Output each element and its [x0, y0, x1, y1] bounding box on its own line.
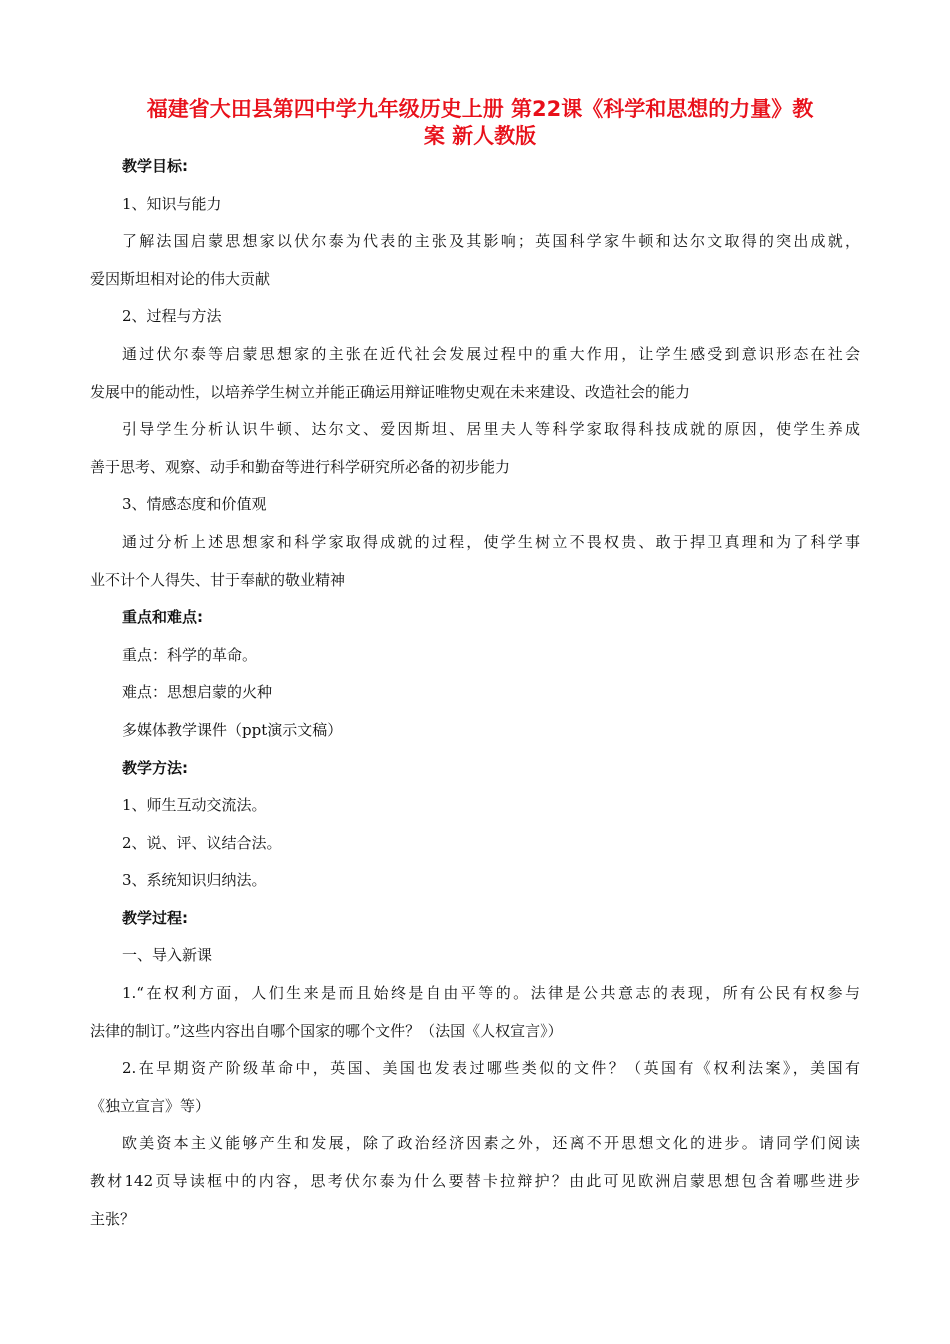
document-body	[90, 148, 860, 1238]
paragraph-line: 主张？	[90, 1209, 136, 1228]
heading-teaching-process: 教学过程:	[122, 908, 188, 927]
paragraph-line: 引导学生分析认识牛顿、达尔文、爱因斯坦、居里夫人等科学家取得科技成就的原因，使学生养成	[122, 420, 860, 439]
method-item: 3、系统知识归纳法。	[122, 871, 267, 890]
subheading-intro: 一、导入新课	[122, 946, 213, 965]
subheading-knowledge: 1、知识与能力	[122, 194, 222, 213]
method-item: 2、说、评、议结合法。	[122, 833, 282, 852]
paragraph-line: 爱因斯坦相对论的伟大贡献	[90, 269, 271, 288]
heading-teaching-methods: 教学方法:	[122, 758, 188, 777]
method-item: 1、师生互动交流法。	[122, 796, 267, 815]
paragraph-line: 通过伏尔泰等启蒙思想家的主张在近代社会发展过程中的重大作用，让学生感受到意识形态在社会	[122, 344, 860, 363]
difficult-point: 难点：思想启蒙的火种	[122, 683, 273, 702]
paragraph-line: 欧美资本主义能够产生和发展，除了政治经济因素之外，还离不开思想文化的进步。请同学们阅读	[122, 1134, 860, 1153]
heading-key-points: 重点和难点:	[122, 608, 203, 627]
paragraph-line: 发展中的能动性，以培养学生树立并能正确运用辩证唯物史观在未来建设、改造社会的能力	[90, 382, 691, 401]
paragraph-line: 通过分析上述思想家和科学家取得成就的过程，使学生树立不畏权贵、敢于捍卫真理和为了科学事	[122, 532, 860, 551]
document-title	[90, 96, 870, 150]
paragraph-line: 《独立宣言》等）	[90, 1096, 211, 1115]
paragraph-line: 2.在早期资产阶级革命中，英国、美国也发表过哪些类似的文件？（英国有《权利法案》，美国有	[122, 1059, 860, 1078]
paragraph-line: 业不计个人得失、甘于奉献的敬业精神	[90, 570, 346, 589]
paragraph-line: 了解法国启蒙思想家以伏尔泰为代表的主张及其影响；英国科学家牛顿和达尔文取得的突出成就，	[122, 232, 860, 251]
paragraph-line: 教材142页导读框中的内容，思考伏尔泰为什么要替卡拉辩护？由此可见欧洲启蒙思想包含着哪些进步	[90, 1172, 860, 1191]
title-line-2: 案 新人教版	[423, 124, 537, 148]
title-line-1: 福建省大田县第四中学九年级历史上册 第22课《科学和思想的力量》教	[146, 97, 814, 121]
teaching-aids: 多媒体教学课件（ppt演示文稿）	[122, 720, 343, 739]
subheading-process: 2、过程与方法	[122, 307, 222, 326]
paragraph-line: 1.“在权利方面，人们生来是而且始终是自由平等的。法律是公共意志的表现，所有公民有权参与	[122, 984, 860, 1003]
key-point: 重点：科学的革命。	[122, 645, 258, 664]
paragraph-line: 法律的制订。”这些内容出自哪个国家的哪个文件？（法国《人权宣言》）	[90, 1021, 563, 1040]
paragraph-line: 善于思考、观察、动手和勤奋等进行科学研究所必备的初步能力	[90, 457, 511, 476]
heading-teaching-goals: 教学目标:	[122, 157, 188, 175]
subheading-values: 3、情感态度和价值观	[122, 495, 267, 514]
